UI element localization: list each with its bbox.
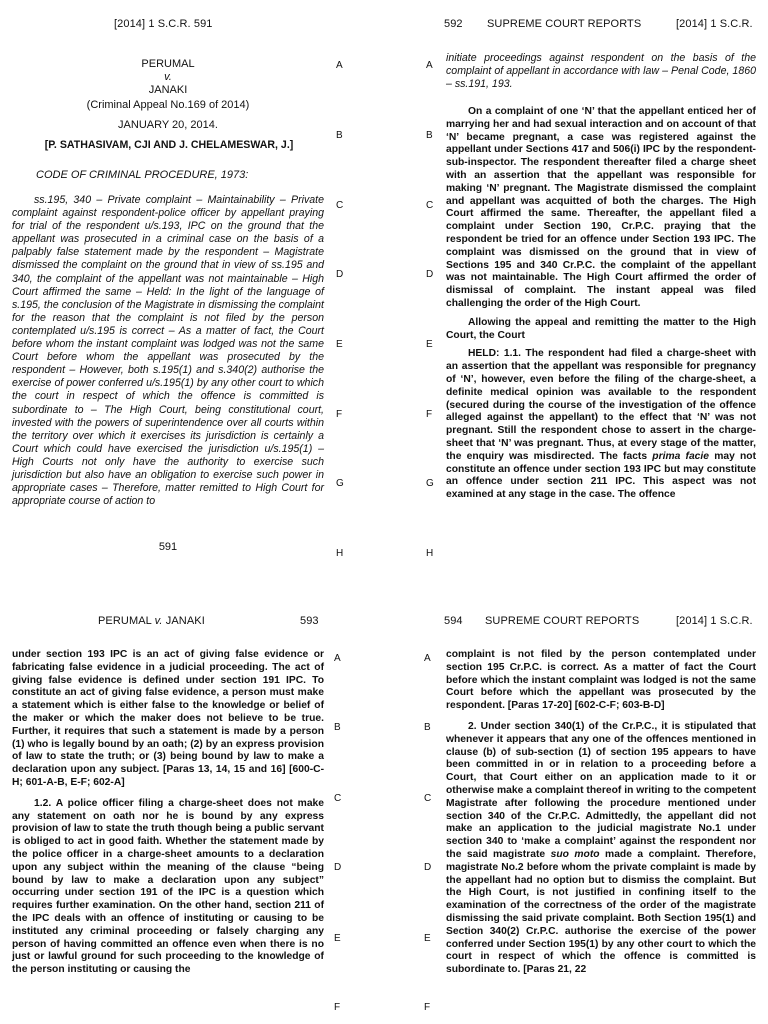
- margin-letter: F: [424, 1002, 431, 1013]
- margin-letter: E: [424, 933, 431, 944]
- page-593: [0, 512, 384, 1024]
- citation: [2014] 1 S.C.R.: [676, 18, 753, 30]
- party-respondent: JANAKI: [148, 84, 188, 96]
- margin-letter: F: [426, 409, 433, 420]
- case-title: [30, 57, 306, 113]
- margin-letter: D: [334, 862, 342, 873]
- margin-letter: C: [426, 200, 434, 211]
- running-title: SUPREME COURT REPORTS: [485, 615, 640, 627]
- italic-term: prima facie: [652, 450, 709, 462]
- held-paragraph: complaint is not filed by the person contemplated under section 195 Cr.P.C. is correct. As a matter of fact the Court before which the instant complaint was lodged is not the same Court before which the appellant was prosecuted by the respondent. [Paras 17-20] [602-C-F; 603-B-D]: [446, 649, 756, 712]
- held-paragraph: [446, 348, 756, 502]
- page-number: 592: [444, 18, 463, 30]
- margin-letter: C: [336, 200, 344, 211]
- margin-letter: E: [426, 339, 433, 350]
- margin-letter: C: [424, 793, 432, 804]
- versus: v.: [164, 71, 172, 83]
- page-number: 593: [300, 615, 319, 627]
- margin-letter: F: [336, 409, 343, 420]
- margin-letter: F: [334, 1002, 341, 1013]
- held-text: 2. Under section 340(1) of the Cr.P.C., it is stipulated that whenever it appears that any one of the offences mentioned in clause (b) of sub-section (1) of section 195 appears to have been committed in or in relation to a proceeding before a Court, that Court either on an application made to it or otherwise make a complaint thereof in writing to the competent Magistrate after following the procedure mentioned under section 340 of the Cr.P.C. Admittedly, the appellant did not make an application to the judicial magistrate No.1 under section 340 to ‘make a complaint’ against the respondent nor the said magistrate: [446, 720, 756, 860]
- page-folio: 591: [158, 541, 178, 553]
- margin-letter: A: [426, 60, 433, 71]
- held-text: may not constitute an offence under section 193 IPC but may constitute an offence under section 211 IPC. This aspect was not examined at any stage in the case. The offence: [446, 450, 757, 501]
- italic-term: suo moto: [550, 848, 600, 860]
- page-591: [0, 0, 384, 559]
- margin-letter: B: [424, 722, 431, 733]
- running-title: SUPREME COURT REPORTS: [487, 18, 642, 30]
- held-text: [446, 649, 756, 977]
- held-text: [12, 649, 324, 977]
- summary-text: [446, 106, 756, 502]
- margin-letter: D: [424, 862, 432, 873]
- held-paragraph: under section 193 IPC is an act of giving false evidence or fabricating false evidence in a judicial proceeding. The act of giving false evidence is defined under section 191 IPC. To constitute an act of giving false evidence, a person must make a statement which is either false to the knowledge or belief of the maker or which the maker does not believe to be true. Further, it requires that such a statement is made by a person (1) who is legally bound by an oath; (2) by an express provision of law to state the truth; or (3) being bound by law to make a declaration upon any subject. [Paras 13, 14, 15 and 16] [600-C-H; 601-A-B, E-F; 602-A]: [12, 649, 324, 788]
- margin-letter: H: [426, 548, 434, 559]
- margin-letter: G: [336, 478, 344, 489]
- bench: [P. SATHASIVAM, CJI AND J. CHELAMESWAR, J.]: [44, 139, 294, 151]
- margin-letter: A: [424, 653, 431, 664]
- running-title: [98, 615, 205, 627]
- margin-letter: A: [336, 60, 343, 71]
- party-appellant: PERUMAL: [141, 58, 195, 70]
- page-number: 594: [444, 615, 463, 627]
- appeal-number: (Criminal Appeal No.169 of 2014): [86, 99, 250, 111]
- judgment-date: JANUARY 20, 2014.: [118, 119, 218, 131]
- held-paragraph: [446, 721, 756, 977]
- party-appellant: PERUMAL: [98, 615, 152, 627]
- margin-letter: H: [336, 548, 344, 559]
- margin-letter: D: [336, 269, 344, 280]
- code-heading: CODE OF CRIMINAL PROCEDURE, 1973:: [36, 169, 249, 181]
- citation: [2014] 1 S.C.R.: [676, 615, 753, 627]
- disposition: Allowing the appeal and remitting the matter to the High Court, the Court: [446, 316, 756, 341]
- margin-letter: A: [334, 653, 341, 664]
- page-header: [2014] 1 S.C.R. 591: [114, 18, 213, 30]
- facts-paragraph: On a complaint of one ‘N’ that the appellant enticed her of marrying her and had sexual interaction and on account of that ‘N’ became pregnant, a case was registered against the appellant under Sections 417 and 506(i) IPC by the respondent-sub-inspector. The respondent thereafter filed a charge sheet with an assertion that the appellant was responsible for making ‘N’ pregnant. The Magistrate dismissed the complaint and appellant was acquitted of both the charges. The High Court affirmed the same. Thereafter, the appellant filed a complaint under Section 190, Cr.P.C. praying that the respondent be tried for an offence under Section 193 IPC. The complaint was dismissed on the ground that in view of Sections 195 and 340 Cr.P.C. the complaint of the appellant was not maintainable. The High Court affirmed the order of dismissal of complaint. The instant appeal was filed challenging the order of the High Court.: [446, 106, 756, 309]
- held-text: made a complaint. Therefore, magistrate No.2 before whom the private complaint is made by the appellant had no option but to dismiss the complaint. But the High Court, is not justified in confining itself to the examination of the correctness of the order of the magistrate dismissing the said private complaint. Both Section 195(1) and Section 340(2) Cr.P.C. authorise the exercise of the power conferred under Section 195(1) by any other court to which the court in respect of which the offence is committed is subordinate to. [Paras 21, 22: [446, 848, 756, 976]
- headnote-continued: initiate proceedings against respondent on the basis of the complaint of appellant in accordance with law – Penal Code, 1860 – ss.191, 193.: [446, 52, 756, 91]
- margin-letter: C: [334, 793, 342, 804]
- margin-letter: B: [336, 130, 343, 141]
- page-592: [384, 0, 768, 559]
- margin-letter: D: [426, 269, 434, 280]
- margin-letter: G: [426, 478, 434, 489]
- page-594: [384, 512, 768, 1024]
- versus: v.: [154, 615, 163, 627]
- party-respondent: JANAKI: [165, 615, 205, 627]
- held-text: HELD: 1.1. The respondent had filed a charge-sheet with an assertion that the appellant was responsible for pregnancy of ‘N’, however, even before the filing of the charge-sheet, a definite medical opinion was available to the respondent (secured during the course of the investigation of the offence alleged against the appellant) to the effect that ‘N’ was not pregnant. Still the respondent chose to assert in the charge-sheet that ‘N’ was pregnant. Thus, at every stage of the matter, the enquiry was misdirected. The facts: [446, 348, 756, 462]
- headnote: ss.195, 340 – Private complaint – Maintainability – Private complaint against respondent-police officer by appellant praying for trial of the respondent u/s.193, IPC on the ground that the appellant was prosecuted in a criminal case on the basis of a palpably false statement made by the respondent – Magistrate dismissed the complaint on the ground that in view of ss.195 and 340, the complaint of the appellant was not maintainable – High Court affirmed the same – Held: In the light of the language of s.195, the conclusion of the Magistrate in dismissing the complaint for the reason that the complaint is not filed by the person contemplated u/s.195 is correct – As a matter of fact, the Court before whom the instant complaint was lodged was not the same Court before whom the appellant was prosecuted by the respondent – However, both s.195(1) and s.340(2) authorise the exercise of power conferred u/s.195(1) by any other court to which the court in respect of which the offence is committed is subordinate to – The High Court, being constitutional court, invested with the powers of superintendence over all courts within the territory over which it exercises its jurisdiction is certainly a Court which could have exercised the jurisdiction u/s.195(1) – High Courts not only have the authority to exercise such jurisdiction but also have an obligation to exercise such power in appropriate cases – Therefore, matter remitted to High Court for appropriate course of action to: [12, 194, 324, 508]
- held-paragraph: 1.2. A police officer filing a charge-sheet does not make any statement on oath nor he is bound by any express provision of law to state the truth though being a public servant is obliged to act in good faith. Whether the statement made by the police officer in a charge-sheet amounts to a declaration upon any subject within the meaning of the clause “being bound by law to make a declaration upon any subject” occurring under section 191 of the IPC is a question which requires further examination. On the other hand, section 211 of the IPC deals with an offence of instituting or causing to be instituted any criminal proceeding or falsely charging any person of having committed an offence even when there is no just or lawful ground for such proceeding to the knowledge of the person instituting or causing the: [12, 797, 324, 976]
- margin-letter: B: [426, 130, 433, 141]
- margin-letter: E: [334, 933, 341, 944]
- margin-letter: E: [336, 339, 343, 350]
- margin-letter: B: [334, 722, 341, 733]
